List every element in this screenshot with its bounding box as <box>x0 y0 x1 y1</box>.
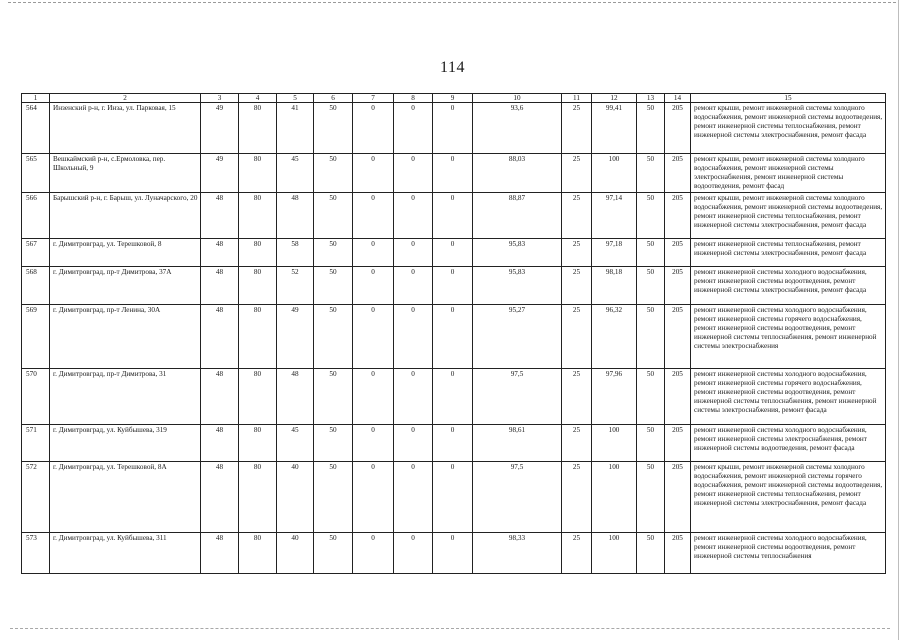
value-cell-3: 48 <box>201 369 239 425</box>
row-number-cell: 571 <box>22 425 50 462</box>
page-number: 114 <box>440 59 465 76</box>
value-cell-6: 50 <box>314 533 353 574</box>
value-cell-9: 0 <box>433 533 473 574</box>
value-cell-5: 45 <box>277 425 314 462</box>
value-cell-4: 80 <box>239 239 277 267</box>
value-cell-11: 25 <box>562 369 592 425</box>
value-cell-8: 0 <box>394 425 433 462</box>
value-cell-12: 100 <box>592 533 637 574</box>
value-cell-3: 49 <box>201 103 239 154</box>
value-cell-9: 0 <box>433 239 473 267</box>
value-cell-13: 50 <box>637 193 665 239</box>
value-cell-8: 0 <box>394 239 433 267</box>
value-cell-11: 25 <box>562 462 592 533</box>
table-row <box>22 193 886 239</box>
row-number-cell: 573 <box>22 533 50 574</box>
value-cell-11: 25 <box>562 533 592 574</box>
value-cell-8: 0 <box>394 369 433 425</box>
works-cell: ремонт инженерной системы холодного водоснабжения, ремонт инженерной системы электроснабжения, ремонт инженерной системы водоотведения, ремонт фасада <box>691 425 886 462</box>
value-cell-13: 50 <box>637 239 665 267</box>
works-cell: ремонт крыши, ремонт инженерной системы холодного водоснабжения, ремонт инженерной системы горячего водоснабжения, ремонт инженерной системы водоотведения, ремонт инженерной системы теплоснабжения, ремонт инженерной системы электроснабжения, ремонт фасада <box>691 462 886 533</box>
value-cell-5: 45 <box>277 154 314 193</box>
value-cell-12: 97,18 <box>592 239 637 267</box>
works-cell: ремонт инженерной системы холодного водоснабжения, ремонт инженерной системы водоотведения, ремонт инженерной системы теплоснабжения <box>691 533 886 574</box>
value-cell-8: 0 <box>394 267 433 305</box>
column-header-5: 5 <box>277 94 314 103</box>
table-row <box>22 462 886 533</box>
value-cell-12: 98,18 <box>592 267 637 305</box>
address-cell: г. Димитровград, ул. Куйбышева, 319 <box>50 425 201 462</box>
value-cell-14: 205 <box>665 533 691 574</box>
value-cell-10: 95,83 <box>473 239 562 267</box>
scan-edge-top <box>8 2 896 4</box>
value-cell-14: 205 <box>665 154 691 193</box>
scan-edge-right <box>898 0 899 640</box>
value-cell-10: 88,87 <box>473 193 562 239</box>
value-cell-7: 0 <box>353 533 394 574</box>
address-cell: Вешкаймский р-н, с.Ермоловка, пер. Школьный, 9 <box>50 154 201 193</box>
row-number-cell: 570 <box>22 369 50 425</box>
value-cell-10: 95,83 <box>473 267 562 305</box>
row-number-cell: 567 <box>22 239 50 267</box>
column-header-10: 10 <box>473 94 562 103</box>
value-cell-4: 80 <box>239 305 277 369</box>
address-cell: г. Димитровград, ул. Терешковой, 8 <box>50 239 201 267</box>
data-table <box>21 93 886 574</box>
address-cell: г. Димитровград, пр-т Димитрова, 31 <box>50 369 201 425</box>
value-cell-3: 48 <box>201 425 239 462</box>
value-cell-10: 98,33 <box>473 533 562 574</box>
column-header-8: 8 <box>394 94 433 103</box>
column-header-2: 2 <box>50 94 201 103</box>
value-cell-7: 0 <box>353 425 394 462</box>
value-cell-3: 48 <box>201 305 239 369</box>
works-cell: ремонт инженерной системы холодного водоснабжения, ремонт инженерной системы горячего водоснабжения, ремонт инженерной системы водоотведения, ремонт инженерной системы теплоснабжения, ремонт инженерной системы электроснабжения, ремонт фасада <box>691 369 886 425</box>
value-cell-13: 50 <box>637 533 665 574</box>
value-cell-14: 205 <box>665 193 691 239</box>
value-cell-11: 25 <box>562 193 592 239</box>
value-cell-3: 49 <box>201 154 239 193</box>
value-cell-7: 0 <box>353 103 394 154</box>
value-cell-13: 50 <box>637 369 665 425</box>
value-cell-13: 50 <box>637 462 665 533</box>
value-cell-13: 50 <box>637 425 665 462</box>
value-cell-14: 205 <box>665 305 691 369</box>
row-number-cell: 568 <box>22 267 50 305</box>
works-cell: ремонт крыши, ремонт инженерной системы холодного водоснабжения, ремонт инженерной системы электроснабжения, ремонт инженерной системы водоотведения, ремонт фасад <box>691 154 886 193</box>
value-cell-10: 93,6 <box>473 103 562 154</box>
value-cell-9: 0 <box>433 305 473 369</box>
value-cell-4: 80 <box>239 425 277 462</box>
column-header-15: 15 <box>691 94 886 103</box>
value-cell-10: 88,03 <box>473 154 562 193</box>
value-cell-4: 80 <box>239 154 277 193</box>
column-header-12: 12 <box>592 94 637 103</box>
value-cell-5: 48 <box>277 369 314 425</box>
value-cell-7: 0 <box>353 462 394 533</box>
value-cell-9: 0 <box>433 425 473 462</box>
value-cell-11: 25 <box>562 425 592 462</box>
value-cell-14: 205 <box>665 462 691 533</box>
address-cell: г. Димитровград, ул. Терешковой, 8А <box>50 462 201 533</box>
value-cell-10: 97,5 <box>473 462 562 533</box>
value-cell-7: 0 <box>353 239 394 267</box>
value-cell-13: 50 <box>637 103 665 154</box>
value-cell-6: 50 <box>314 369 353 425</box>
table-row <box>22 267 886 305</box>
column-header-3: 3 <box>201 94 239 103</box>
value-cell-10: 95,27 <box>473 305 562 369</box>
value-cell-6: 50 <box>314 154 353 193</box>
column-header-9: 9 <box>433 94 473 103</box>
address-cell: г. Димитровград, пр-т Ленина, 30А <box>50 305 201 369</box>
value-cell-6: 50 <box>314 239 353 267</box>
value-cell-7: 0 <box>353 193 394 239</box>
address-cell: г. Димитровград, ул. Куйбышева, 311 <box>50 533 201 574</box>
value-cell-14: 205 <box>665 267 691 305</box>
value-cell-6: 50 <box>314 193 353 239</box>
table-row <box>22 533 886 574</box>
column-header-1: 1 <box>22 94 50 103</box>
value-cell-12: 96,32 <box>592 305 637 369</box>
table-row <box>22 103 886 154</box>
scan-edge-bottom <box>10 628 890 630</box>
value-cell-3: 48 <box>201 462 239 533</box>
column-header-13: 13 <box>637 94 665 103</box>
value-cell-12: 97,14 <box>592 193 637 239</box>
value-cell-4: 80 <box>239 369 277 425</box>
table-row <box>22 369 886 425</box>
value-cell-8: 0 <box>394 305 433 369</box>
value-cell-3: 48 <box>201 193 239 239</box>
value-cell-14: 205 <box>665 103 691 154</box>
value-cell-9: 0 <box>433 103 473 154</box>
table-row <box>22 154 886 193</box>
address-cell: г. Димитровград, пр-т Димитрова, 37А <box>50 267 201 305</box>
value-cell-3: 48 <box>201 239 239 267</box>
value-cell-4: 80 <box>239 533 277 574</box>
header-row <box>22 94 886 103</box>
column-header-6: 6 <box>314 94 353 103</box>
row-number-cell: 572 <box>22 462 50 533</box>
table-body <box>22 103 886 574</box>
value-cell-7: 0 <box>353 154 394 193</box>
value-cell-10: 98,61 <box>473 425 562 462</box>
value-cell-8: 0 <box>394 533 433 574</box>
value-cell-7: 0 <box>353 267 394 305</box>
value-cell-6: 50 <box>314 103 353 154</box>
value-cell-3: 48 <box>201 267 239 305</box>
value-cell-13: 50 <box>637 154 665 193</box>
value-cell-5: 40 <box>277 533 314 574</box>
value-cell-3: 48 <box>201 533 239 574</box>
value-cell-10: 97,5 <box>473 369 562 425</box>
value-cell-14: 205 <box>665 239 691 267</box>
works-cell: ремонт инженерной системы холодного водоснабжения, ремонт инженерной системы водоотведения, ремонт инженерной системы электроснабжения, ремонт фасада <box>691 267 886 305</box>
value-cell-6: 50 <box>314 305 353 369</box>
value-cell-9: 0 <box>433 369 473 425</box>
column-header-7: 7 <box>353 94 394 103</box>
column-header-11: 11 <box>562 94 592 103</box>
value-cell-5: 52 <box>277 267 314 305</box>
value-cell-5: 58 <box>277 239 314 267</box>
works-cell: ремонт крыши, ремонт инженерной системы холодного водоснабжения, ремонт инженерной системы водоотведения, ремонт инженерной системы теплоснабжения, ремонт инженерной системы электроснабжения, ремонт фасада <box>691 193 886 239</box>
row-number-cell: 564 <box>22 103 50 154</box>
value-cell-5: 49 <box>277 305 314 369</box>
value-cell-4: 80 <box>239 193 277 239</box>
value-cell-6: 50 <box>314 425 353 462</box>
works-cell: ремонт инженерной системы холодного водоснабжения, ремонт инженерной системы горячего водоснабжения, ремонт инженерной системы водоотведения, ремонт инженерной системы теплоснабжения, ремонт инженерной системы электроснабжения <box>691 305 886 369</box>
row-number-cell: 569 <box>22 305 50 369</box>
table-row <box>22 239 886 267</box>
value-cell-8: 0 <box>394 193 433 239</box>
row-number-cell: 566 <box>22 193 50 239</box>
row-number-cell: 565 <box>22 154 50 193</box>
works-cell: ремонт крыши, ремонт инженерной системы холодного водоснабжения, ремонт инженерной системы водоотведения, ремонт инженерной системы теплоснабжения, ремонт инженерной системы электроснабжения, ремонт фасада <box>691 103 886 154</box>
value-cell-12: 100 <box>592 462 637 533</box>
value-cell-7: 0 <box>353 369 394 425</box>
column-header-14: 14 <box>665 94 691 103</box>
value-cell-7: 0 <box>353 305 394 369</box>
value-cell-11: 25 <box>562 154 592 193</box>
value-cell-8: 0 <box>394 462 433 533</box>
value-cell-4: 80 <box>239 267 277 305</box>
table-row <box>22 425 886 462</box>
value-cell-6: 50 <box>314 462 353 533</box>
value-cell-12: 99,41 <box>592 103 637 154</box>
table-row <box>22 305 886 369</box>
value-cell-5: 40 <box>277 462 314 533</box>
value-cell-5: 41 <box>277 103 314 154</box>
value-cell-11: 25 <box>562 103 592 154</box>
works-cell: ремонт инженерной системы теплоснабжения, ремонт инженерной системы электроснабжения, ремонт фасада <box>691 239 886 267</box>
value-cell-9: 0 <box>433 154 473 193</box>
value-cell-11: 25 <box>562 239 592 267</box>
value-cell-6: 50 <box>314 267 353 305</box>
address-cell: Барышский р-н, г. Барыш, ул. Луначарского, 20 <box>50 193 201 239</box>
value-cell-5: 48 <box>277 193 314 239</box>
address-cell: Инзенский р-н, г. Инза, ул. Парковая, 15 <box>50 103 201 154</box>
value-cell-11: 25 <box>562 305 592 369</box>
value-cell-9: 0 <box>433 193 473 239</box>
value-cell-14: 205 <box>665 425 691 462</box>
value-cell-12: 100 <box>592 425 637 462</box>
value-cell-4: 80 <box>239 462 277 533</box>
value-cell-13: 50 <box>637 267 665 305</box>
value-cell-12: 97,96 <box>592 369 637 425</box>
value-cell-8: 0 <box>394 154 433 193</box>
value-cell-11: 25 <box>562 267 592 305</box>
value-cell-14: 205 <box>665 369 691 425</box>
column-header-4: 4 <box>239 94 277 103</box>
value-cell-8: 0 <box>394 103 433 154</box>
value-cell-9: 0 <box>433 462 473 533</box>
value-cell-13: 50 <box>637 305 665 369</box>
value-cell-12: 100 <box>592 154 637 193</box>
value-cell-9: 0 <box>433 267 473 305</box>
value-cell-4: 80 <box>239 103 277 154</box>
